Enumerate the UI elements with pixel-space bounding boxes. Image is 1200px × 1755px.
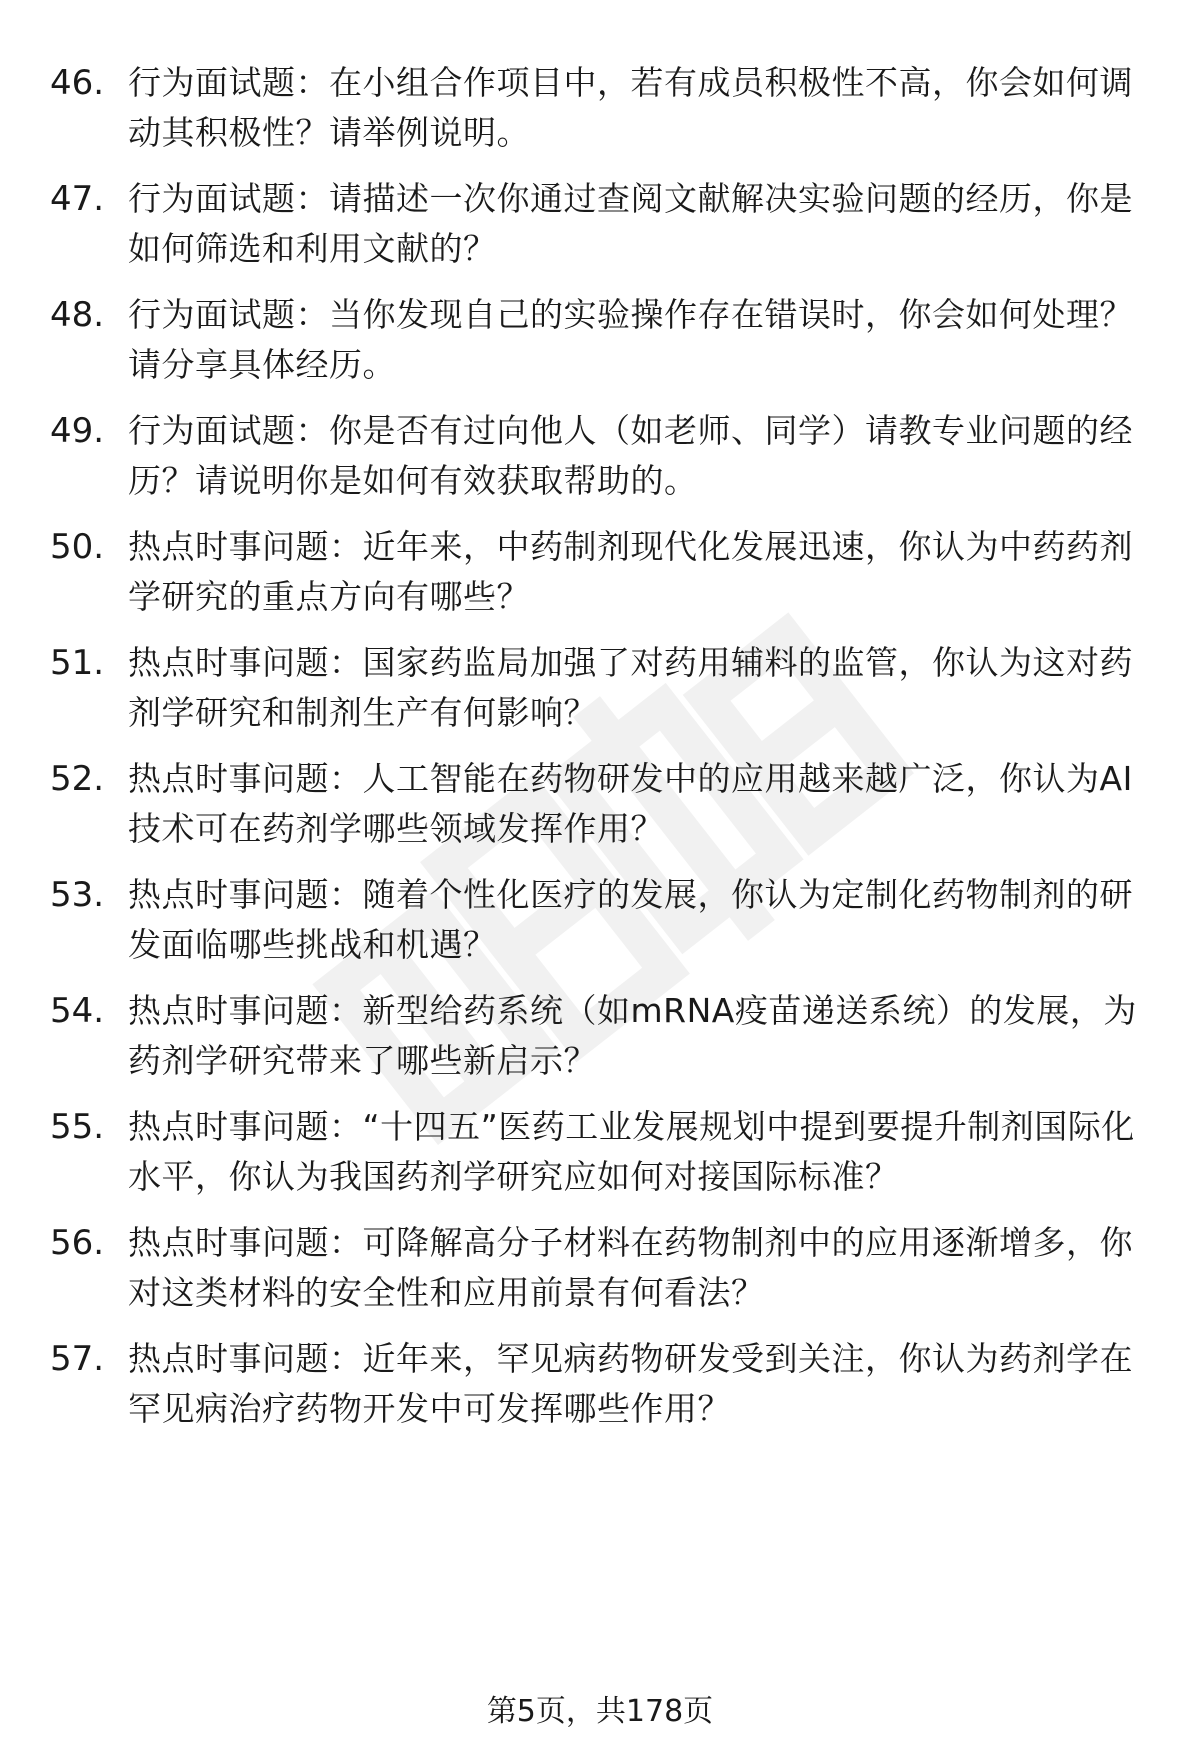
question-number: 56. [50,1223,105,1263]
question-text: 热点时事问题：新型给药系统（如mRNA疫苗递送系统）的发展，为药剂学研究带来了哪些新启示？ [128,991,1137,1080]
question-text: 热点时事问题：近年来，罕见病药物研发受到关注，你认为药剂学在罕见病治疗药物开发中可发挥哪些作用？ [128,1339,1133,1428]
question-item [50,754,1160,854]
question-number: 49. [50,411,105,451]
question-number: 52. [50,759,105,799]
question-item [50,406,1160,506]
question-text: 热点时事问题：随着个性化医疗的发展，你认为定制化药物制剂的研发面临哪些挑战和机遇？ [128,875,1133,964]
question-text: 行为面试题：请描述一次你通过查阅文献解决实验问题的经历，你是如何筛选和利用文献的？ [128,179,1133,268]
question-list [50,58,1160,1450]
question-number: 46. [50,63,105,103]
question-item [50,58,1160,158]
question-text: 热点时事问题：近年来，中药制剂现代化发展迅速，你认为中药药剂学研究的重点方向有哪些？ [128,527,1133,616]
question-number: 53. [50,875,105,915]
question-text: 行为面试题：你是否有过向他人（如老师、同学）请教专业问题的经历？请说明你是如何有效获取帮助的。 [128,411,1133,500]
question-number: 54. [50,991,105,1031]
question-text: 热点时事问题：可降解高分子材料在药物制剂中的应用逐渐增多，你对这类材料的安全性和应用前景有何看法？ [128,1223,1133,1312]
question-number: 50. [50,527,105,567]
question-item [50,174,1160,274]
question-item [50,1102,1160,1202]
question-number: 47. [50,179,105,219]
question-number: 55. [50,1107,105,1147]
question-item [50,522,1160,622]
question-text: 热点时事问题：国家药监局加强了对药用辅料的监管，你认为这对药剂学研究和制剂生产有何影响？ [128,643,1133,732]
question-item [50,870,1160,970]
question-text: 行为面试题：在小组合作项目中，若有成员积极性不高，你会如何调动其积极性？请举例说明。 [128,63,1133,152]
question-item [50,986,1160,1086]
question-number: 51. [50,643,105,683]
question-text: 行为面试题：当你发现自己的实验操作存在错误时，你会如何处理？请分享具体经历。 [128,295,1133,384]
question-item [50,1218,1160,1318]
question-item [50,638,1160,738]
page-number-footer: 第5页，共178页 [486,1694,714,1729]
question-item [50,1334,1160,1434]
question-item [50,290,1160,390]
question-text: 热点时事问题：“十四五”医药工业发展规划中提到要提升制剂国际化水平，你认为我国药剂学研究应如何对接国际标准？ [128,1107,1135,1196]
question-text: 热点时事问题：人工智能在药物研发中的应用越来越广泛，你认为AI技术可在药剂学哪些领域发挥作用？ [128,759,1133,848]
question-number: 48. [50,295,105,335]
question-number: 57. [50,1339,105,1379]
